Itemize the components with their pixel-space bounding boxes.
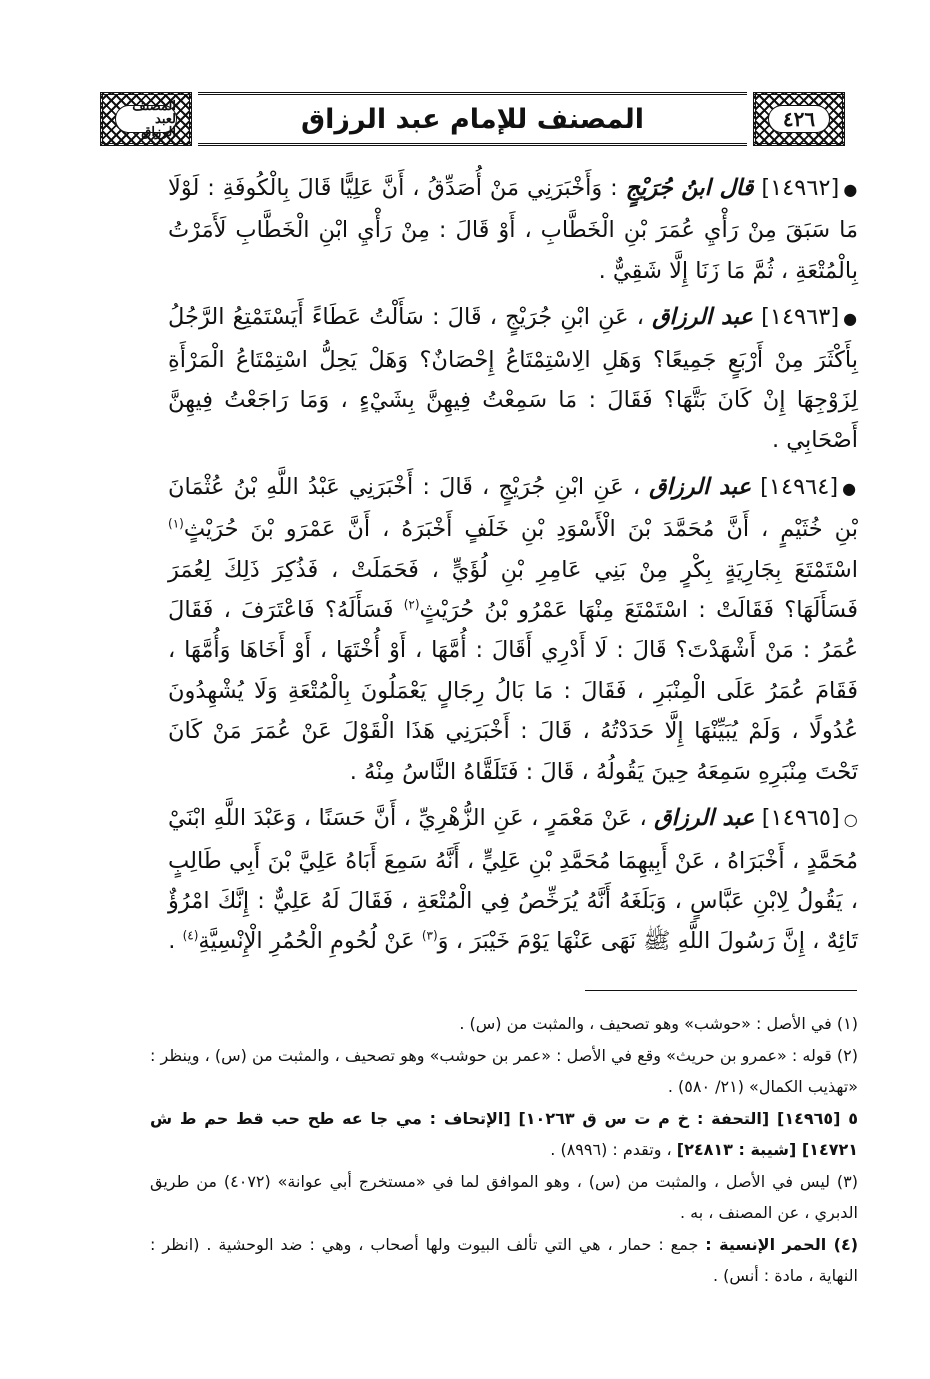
narrator: عبد الرزاق bbox=[652, 304, 753, 331]
main-text bbox=[168, 168, 858, 968]
footnote-divider bbox=[585, 990, 857, 991]
footnote-ref[interactable]: (٤) bbox=[182, 928, 199, 943]
footnote-ref[interactable]: (٣) bbox=[421, 928, 438, 943]
footnote bbox=[150, 1229, 858, 1292]
footnote bbox=[150, 1103, 858, 1166]
hadith-number: [١٤٩٦٤] bbox=[760, 473, 839, 500]
footnote-text: (٢) قوله : «عمرو بن حريث» وقع في الأصل : «عمر بن حوشب» وهو تصحيف ، والمثبت من (س) ، وينظر : «تهذيب الكمال» (٢١/ ٥٨٠) . bbox=[150, 1045, 858, 1096]
narrator: عبد الرزاق bbox=[649, 473, 752, 500]
entry-marker-filled: ● bbox=[843, 180, 859, 199]
footnote bbox=[150, 1040, 858, 1103]
book-title: المصنف للإمام عبد الرزاق bbox=[198, 92, 747, 146]
emblem-ornament bbox=[100, 92, 192, 146]
entry-marker-hollow: ○ bbox=[843, 810, 858, 830]
hadith-entry bbox=[168, 297, 858, 461]
hadith-number: [١٤٩٦٣] bbox=[761, 304, 840, 331]
hadith-text: ، عَنْ مَعْمَرٍ ، عَنِ الزُّهْرِيِّ ، أَنَّ حَسَنًا ، وَعَبْدَ اللَّهِ ابْنَيْ مُحَمَّدٍ ، أَخْبَرَاهُ ، عَنْ أَبِيهِمَا مُحَمَّدِ بْنِ عَلِيٍّ ، أَنَّهُ سَمِعَ أَبَاهُ عَلِيَّ بْنَ أَبِي طَالِبٍ ، يَقُولُ لِابْنِ عَبَّاسٍ ، وَبَلَغَهُ أَنَّهُ يُرَخِّصُ فِي الْمُتْعَةِ ، فَقَالَ لَهُ عَلِيٌّ : إِنَّكَ امْرُؤٌ تَائِهٌ ، إِنَّ رَسُولَ اللَّهِ ﷺ نَهَى عَنْهَا يَوْمَ خَيْبَرَ ، وَ bbox=[168, 805, 858, 955]
hadith-text: عَنْ لُحُومِ الْحُمُرِ الْإِنْسِيَّةِ bbox=[198, 928, 415, 955]
footnotes bbox=[150, 1008, 858, 1292]
page-number: ٤٢٦ bbox=[768, 105, 830, 133]
hadith-text: . bbox=[168, 928, 176, 955]
hadith-entry bbox=[168, 798, 858, 962]
page-number-ornament bbox=[753, 92, 845, 146]
footnote-text: جمع : حمار ، هي التي تألف البيوت ولها أصحاب ، وهي : ضد الوحشية . (انظر : النهاية ، مادة : أنس) . bbox=[150, 1234, 858, 1285]
footnote bbox=[150, 1166, 858, 1229]
hadith-entry bbox=[168, 467, 858, 792]
footnote-lead: ٥ [١٤٩٦٥] [التحفة : خ م ت س ق ١٠٢٦٣] [الإتحاف : مي جا عه طح حب قط حم ط ش ١٤٧٢١] [شيبة : ٢٤٨١٣] bbox=[150, 1108, 858, 1159]
hadith-text: ، عَنِ ابْنِ جُرَيْجٍ ، قَالَ : أَخْبَرَنِي عَبْدُ اللَّهِ بْنُ عُثْمَانَ بْنِ خُثَيْمٍ ، أَنَّ مُحَمَّدَ بْنَ الْأَسْوَدِ بْنِ خَلَفٍ أَخْبَرَهُ ، أَنَّ عَمْرَو بْنَ حُرَيْثٍ bbox=[168, 473, 858, 543]
page-header bbox=[100, 88, 845, 150]
footnote-ref[interactable]: (١) bbox=[168, 516, 184, 531]
hadith-entry bbox=[168, 168, 858, 291]
footnote-text: ، وتقدم : (٨٩٩٦) . bbox=[550, 1140, 672, 1159]
footnote-lead: (٤) الحمر الإنسية : bbox=[705, 1234, 859, 1254]
hadith-text: : وَأَخْبَرَنِي مَنْ أُصَدِّقُ ، أَنَّ عَلِيًّا قَالَ بِالْكُوفَةِ : لَوْلَا مَا سَبَقَ مِنْ رَأْيِ عُمَرَ بْنِ الْخَطَّابِ ، أَوْ قَالَ : مِنْ رَأْيِ ابْنِ الْخَطَّابِ لَأَمَرْتُ بِالْمُتْعَةِ ، ثُمَّ مَا زَنَا إِلَّا شَقِيٌّ . bbox=[168, 175, 858, 284]
narrator: قال ابنُ جُرَيْجٍ bbox=[625, 175, 754, 201]
footnote-text: (١) في الأصل : «حوشب» وهو تصحيف ، والمثبت من (س) . bbox=[459, 1014, 858, 1033]
hadith-text: ، عَنِ ابْنِ جُرَيْجٍ ، قَالَ : سَأَلْتُ عَطَاءً أَيَسْتَمْتِعُ الرَّجُلُ بِأَكْثَرَ مِنْ أَرْبَعٍ جَمِيعًا؟ وَهَلِ الِاسْتِمْتَاعُ إِحْصَانٌ؟ وَهَلْ يَحِلُّ اسْتِمْتَاعُ الْمَرْأَةِ لِزَوْجِهَا إِنْ كَانَ بَتَّهَا؟ فَقَالَ : مَا سَمِعْتُ فِيهِنَّ بِشَيْءٍ ، وَمَا رَاجَعْتُ فِيهِنَّ أَصْحَابِي . bbox=[168, 304, 858, 454]
footnote-text: (٣) ليس في الأصل ، والمثبت من (س) ، وهو الموافق لما في «مستخرج أبي عوانة» (٤٠٧٢) من طريق الدبري ، عن المصنف ، به . bbox=[150, 1171, 859, 1222]
narrator: عبد الرزاق bbox=[654, 805, 755, 832]
emblem-text: المصنف لعبد الرزاق bbox=[115, 105, 177, 133]
entry-marker-filled: ● bbox=[843, 309, 859, 329]
entry-marker-filled: ● bbox=[842, 478, 858, 498]
footnote bbox=[150, 1008, 858, 1040]
hadith-number: [١٤٩٦٥] bbox=[761, 805, 840, 832]
hadith-text: اسْتَمْتَعَ بِجَارِيَةٍ بِكْرٍ مِنْ بَنِي عَامِرِ بْنِ لُؤَيٍّ ، فَحَمَلَتْ ، فَذُكِرَ ذَلِكَ لِعُمَرَ فَسَأَلَهَا؟ فَقَالَتْ : اسْتَمْتَعَ مِنْهَا عَمْرُو بْنُ حُرَيْثٍ bbox=[168, 556, 858, 624]
hadith-number: [١٤٩٦٢] bbox=[761, 175, 840, 201]
footnote-ref[interactable]: (٢) bbox=[403, 597, 420, 612]
hadith-text: فَسَأَلَهُ؟ فَاعْتَرَفَ ، فَقَالَ عُمَرُ : مَنْ أَشْهَدْتَ؟ قَالَ : لَا أَدْرِي أَقَالَ : أُمَّهَا ، أَوْ أُخْتَهَا ، أَوْ أَخَاهَا وَأُمَّهَا ، فَقَامَ عُمَرُ عَلَى الْمِنْبَرِ ، فَقَالَ : مَا بَالُ رِجَالٍ يَعْمَلُونَ بِالْمُتْعَةِ وَلَا يُشْهِدُونَ عُدُولًا ، وَلَمْ يُبَيِّنْهَا إِلَّا حَدَدْتُهُ ، قَالَ : أَخْبَرَنِي هَذَا الْقَوْلَ عَنْ عُمَرَ مَنْ كَانَ تَحْتَ مِنْبَرِهِ سَمِعَهُ حِينَ يَقُولُهُ ، قَالَ : فَتَلَقَّاهُ النَّاسُ مِنْهُ . bbox=[168, 597, 858, 785]
